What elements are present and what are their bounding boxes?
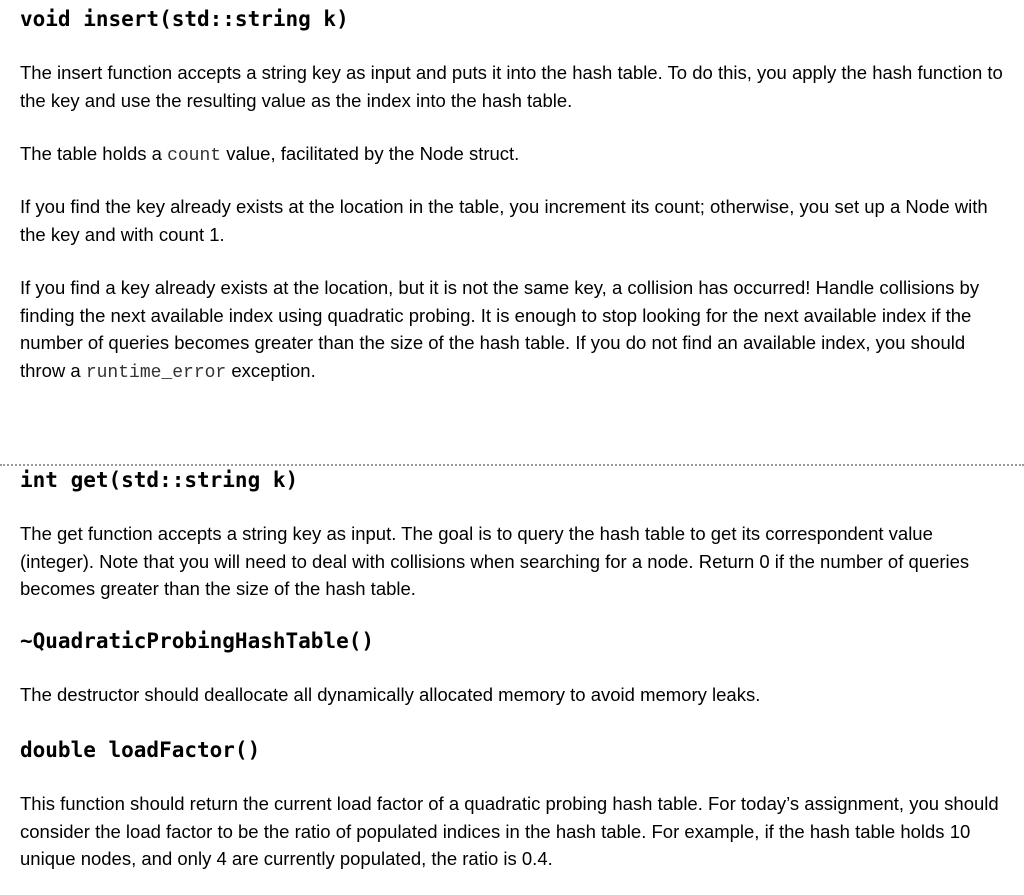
get-signature: int get(std::string k): [20, 468, 299, 492]
insert-collision-after: exception.: [226, 359, 316, 381]
runtime-error-code: runtime_error: [85, 362, 227, 383]
insert-collision-before: If you find a key already exists at the location, but it is not the same key, a collision has occurred! Handle collisions by finding the next available index using quadratic probing. It is enough to stop looking for the next available index if the number of queries becomes greater than the size of the hash table. If you do not find an available index, you should throw a: [20, 277, 980, 381]
get-description: The get function accepts a string key as input. The goal is to query the hash table to get its correspondent value (integer). Note that you will need to deal with collisions when searching for a node. Return 0 if the number of queries becomes greater than the size of the hash table.: [20, 523, 970, 599]
load-factor-description: This function should return the current load factor of a quadratic probing hash table. For today’s assignment, you should consider the load factor to be the ratio of populated indices in the hash table. For example, if the hash table holds 10 unique nodes, and only 4 are currently populated, the ratio is 0.4.: [20, 793, 999, 869]
load-factor-signature: double loadFactor(): [20, 738, 261, 762]
destructor-signature: ~QuadraticProbingHashTable(): [20, 629, 375, 653]
count-code: count: [167, 146, 222, 166]
insert-description: The insert function accepts a string key as input and puts it into the hash table. To do this, you apply the hash function to the key and use the resulting value as the index into the hash table.: [20, 62, 1003, 111]
insert-collision-note: [20, 274, 1010, 387]
insert-count-note-after: value, facilitated by the Node struct.: [221, 143, 520, 164]
insert-increment-note: If you find the key already exists at the location in the table, you increment its count; otherwise, you set up a Node with the key and with count 1.: [20, 196, 988, 245]
destructor-description: The destructor should deallocate all dynamically allocated memory to avoid memory leaks.: [20, 684, 761, 705]
insert-signature: void insert(std::string k): [20, 7, 349, 31]
insert-count-note-before: The table holds a: [20, 143, 168, 164]
insert-count-note: [20, 140, 1010, 171]
section-divider: [0, 464, 1024, 466]
